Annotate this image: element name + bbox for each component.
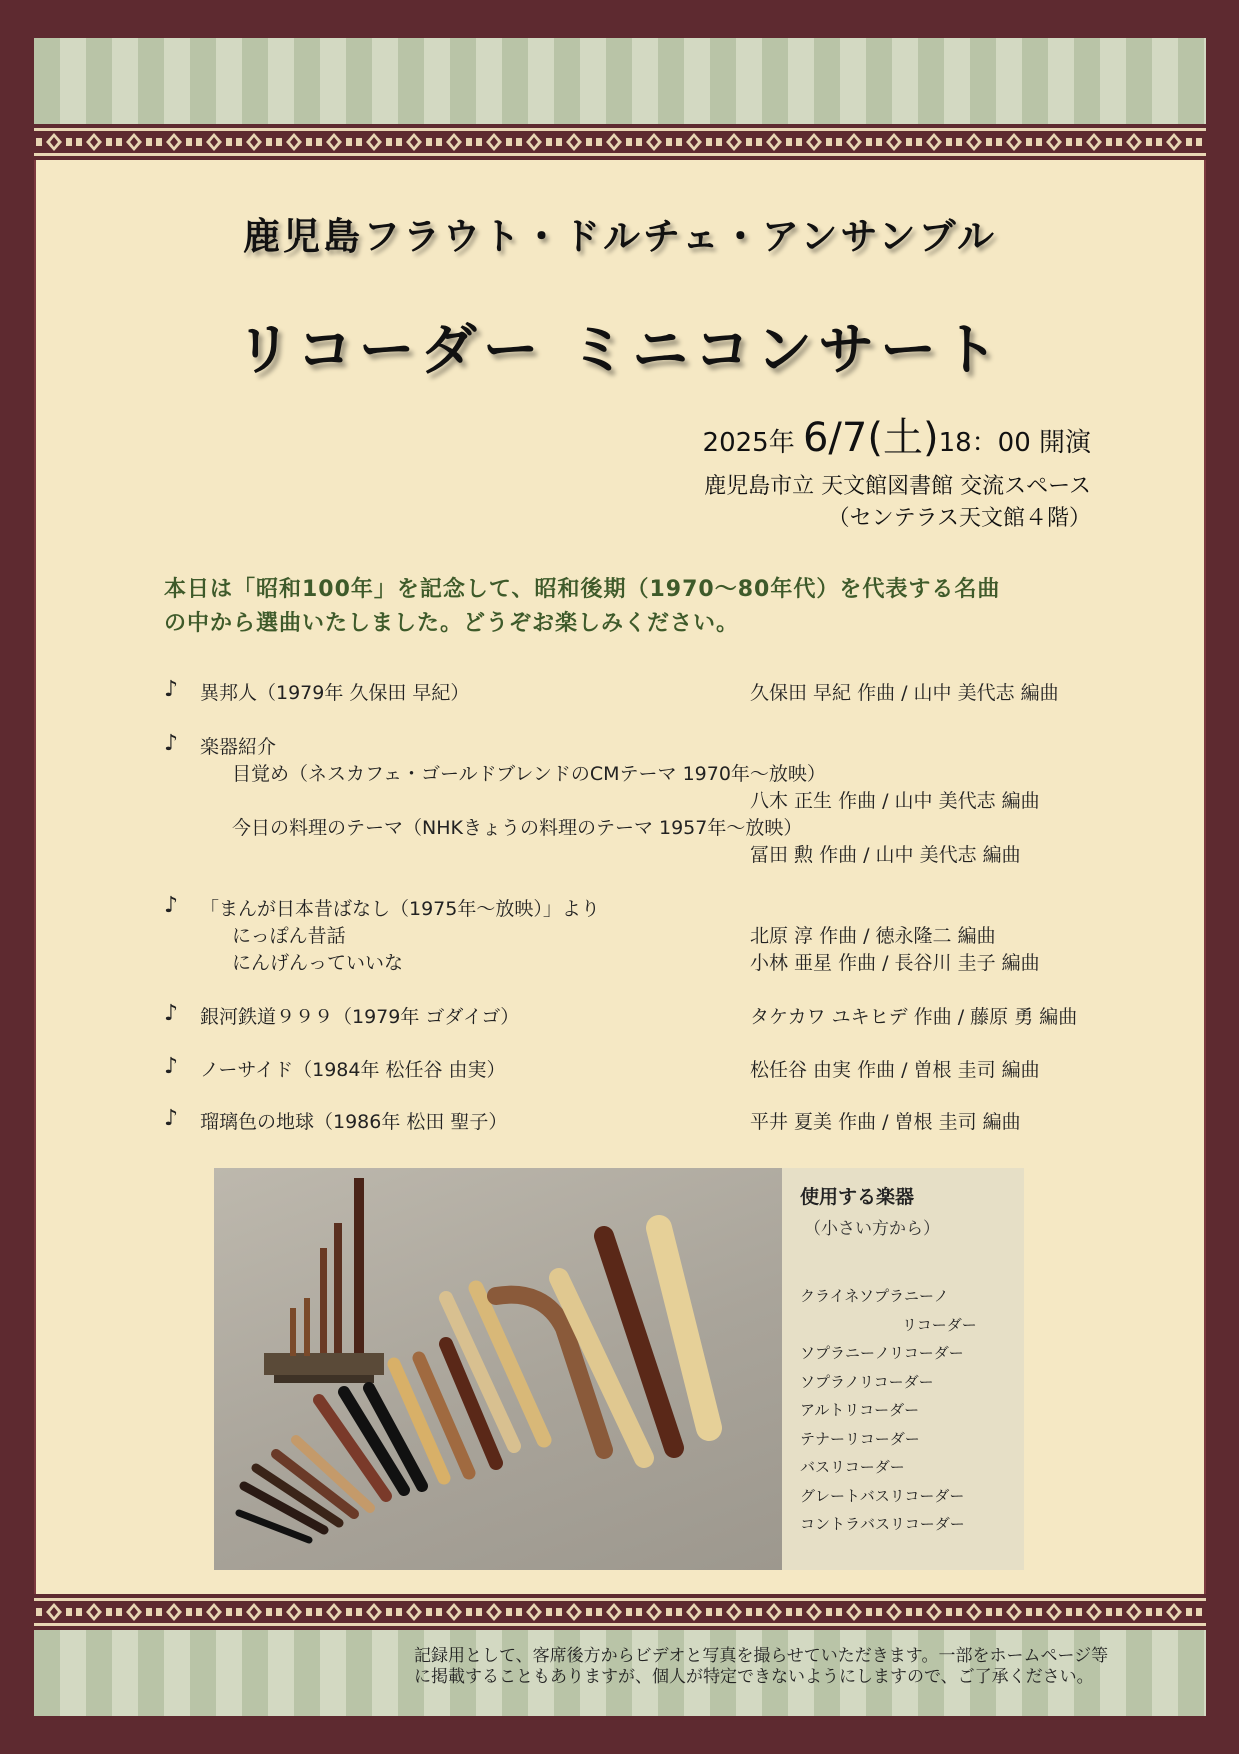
music-note-icon: ♪ (164, 1054, 179, 1079)
program-subtitle: 目覚め（ネスカフェ・ゴールドブレンドのCMテーマ 1970年～放映） (232, 763, 826, 785)
program-title: 瑠璃色の地球（1986年 松田 聖子） (200, 1111, 508, 1133)
list-item: コントラバスリコーダー (800, 1515, 965, 1533)
music-note-icon: ♪ (164, 1001, 179, 1026)
music-note-icon: ♪ (164, 677, 179, 702)
music-note-icon: ♪ (164, 1106, 179, 1131)
list-item: ソプラニーノリコーダー (800, 1344, 964, 1362)
list-item: グレートバスリコーダー (800, 1486, 965, 1505)
venue-line-2: （センテラス天文館４階） (827, 506, 1091, 531)
bottom-ornament-border (34, 1594, 1206, 1630)
program-title: 楽器紹介 (200, 736, 277, 758)
top-stripe-band (34, 38, 1206, 124)
list-item: ソプラノリコーダー (800, 1372, 934, 1391)
program-subtitle: 今日の料理のテーマ（NHKきょうの料理のテーマ 1957年～放映） (232, 817, 803, 839)
notice-line-1: 記録用として、客席後方からビデオと写真を撮らせていただきます。一部をホームページ等 (414, 1646, 1109, 1666)
list-item: テナーリコーダー (800, 1429, 920, 1448)
program-item-5 (164, 1055, 1124, 1081)
list-item: クライネソプラニーノ (800, 1287, 949, 1305)
program-item-1 (164, 678, 1124, 704)
program-credit: 八木 正生 作曲 / 山中 美代志 編曲 (750, 790, 1040, 812)
event-date (703, 406, 1091, 463)
program-title: 「まんが日本昔ばなし（1975年～放映）」より (200, 898, 600, 920)
program-subtitle: にっぽん昔話 (232, 925, 346, 947)
recorders-photo (214, 1168, 782, 1570)
intro-line-1: 本日は「昭和100年」を記念して、昭和後期（1970～80年代）を代表する名曲 (164, 577, 1001, 602)
list-item: バスリコーダー (800, 1458, 905, 1476)
instrument-subheading: （小さい方から） (804, 1219, 940, 1239)
program-subitem (164, 813, 1124, 839)
program-subitem (164, 759, 1124, 785)
event-day: 6/7(土) (802, 415, 939, 461)
intro-text (164, 573, 1114, 641)
program-item-4 (164, 1002, 1124, 1028)
program-item-2 (164, 732, 1124, 758)
music-note-icon: ♪ (164, 893, 179, 918)
program-credit: 北原 淳 作曲 / 徳永隆二 編曲 (750, 925, 996, 947)
program-subitem (164, 948, 1124, 974)
program-subitem (164, 786, 1124, 812)
program-subtitle: にんげんっていいな (232, 952, 404, 974)
program-credit: 平井 夏美 作曲 / 曽根 圭司 編曲 (750, 1111, 1021, 1133)
recording-notice (414, 1646, 1184, 1688)
program-item-6 (164, 1107, 1124, 1133)
event-venue (704, 471, 1091, 535)
program-item-3 (164, 894, 1124, 920)
concert-title: リコーダー ミニコンサート (235, 318, 1005, 383)
notice-line-2: に掲載することもありますが、個人が特定できないようにしますので、ご了承ください。 (414, 1667, 1094, 1687)
program-subitem (164, 840, 1124, 866)
program-credit: 小林 亜星 作曲 / 長谷川 圭子 編曲 (750, 952, 1040, 974)
program-credit: タケカワ ユキヒデ 作曲 / 藤原 勇 編曲 (750, 1006, 1078, 1028)
top-ornament-border (34, 124, 1206, 160)
program-title: ノーサイド（1984年 松任谷 由実） (200, 1059, 506, 1081)
poster-page (34, 38, 1206, 1716)
instrument-section (214, 1168, 1024, 1570)
venue-line-1: 鹿児島市立 天文館図書館 交流スペース (704, 474, 1091, 499)
program-title: 銀河鉄道９９９（1979年 ゴダイゴ） (200, 1006, 520, 1028)
list-item: アルトリコーダー (800, 1401, 920, 1419)
intro-line-2: の中から選曲いたしました。どうぞお楽しみください。 (164, 611, 740, 636)
program-credit: 冨田 勲 作曲 / 山中 美代志 編曲 (750, 844, 1021, 866)
program-title: 異邦人（1979年 久保田 早紀） (200, 682, 470, 704)
program-subitem (164, 921, 1124, 947)
instrument-list (800, 1282, 1010, 1539)
event-year: 2025年 (702, 428, 795, 458)
program-credit: 久保田 早紀 作曲 / 山中 美代志 編曲 (750, 682, 1059, 704)
instrument-heading: 使用する楽器 (800, 1186, 915, 1208)
ensemble-name: 鹿児島フラウト・ドルチェ・アンサンブル (242, 215, 998, 258)
music-note-icon: ♪ (164, 731, 179, 756)
list-item: リコーダー (902, 1315, 977, 1334)
program-credit: 松任谷 由実 作曲 / 曽根 圭司 編曲 (750, 1059, 1040, 1081)
event-time: 18：00 開演 (938, 428, 1091, 458)
